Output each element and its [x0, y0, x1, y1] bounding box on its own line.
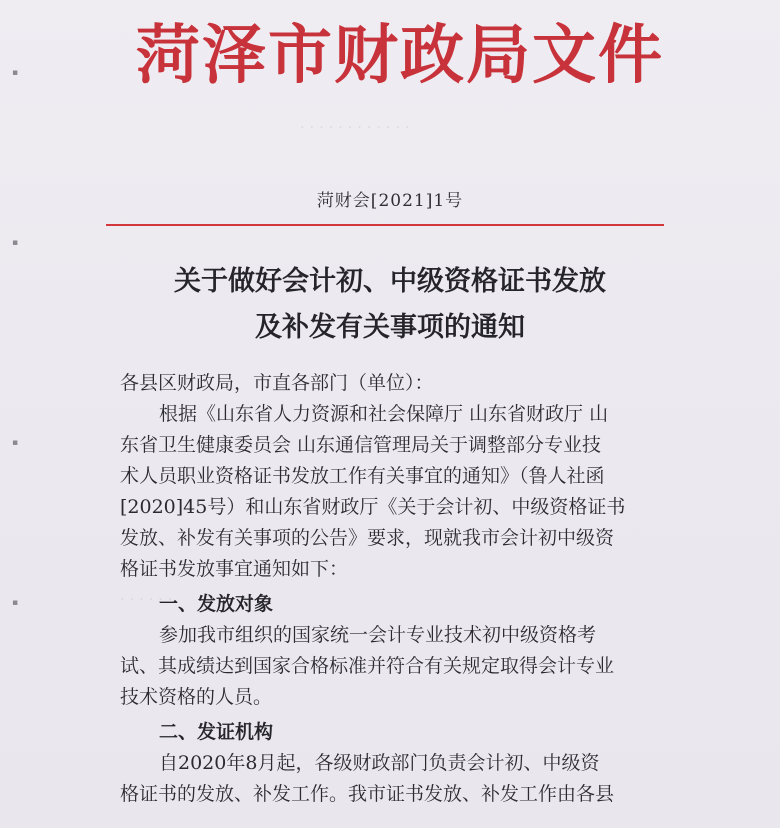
notice-title-line-2: 及补发有关事项的通知 [255, 312, 525, 343]
salutation: 各县区财政局，市直各部门（单位）： [120, 372, 434, 394]
document-masthead: 菏泽市财政局文件 [136, 18, 664, 93]
section1-line: 技术资格的人员。 [120, 686, 273, 708]
section1-line: 参加我市组织的国家统一会计专业技术初中级资格考 [159, 624, 597, 646]
bleed-through-text: · · · · · · · · · · · · [300, 118, 410, 136]
binding-hole-mark: ▪ [12, 238, 19, 248]
section2-line: 格证书的发放、补发工作。我市证书发放、补发工作由各县 [120, 783, 615, 805]
section-heading-issuing-authority: 二、发证机构 [159, 721, 274, 743]
section1-line: 试、其成绩达到国家合格标准并符合有关规定取得会计专业 [120, 655, 615, 677]
binding-hole-mark: ▪ [12, 598, 19, 608]
binding-hole-mark: ▪ [12, 68, 19, 78]
intro-line: 格证书发放事宜通知如下： [120, 558, 349, 580]
intro-line: [2020]45号）和山东省财政厅《关于会计初、中级资格证书 [120, 496, 626, 518]
intro-line: 术人员职业资格证书发放工作有关事宜的通知》（鲁人社函 [120, 465, 605, 487]
document-number: 菏财会[2021]1号 [316, 191, 464, 211]
intro-line: 发放、补发有关事项的公告》要求，现就我市会计初中级资 [120, 527, 615, 549]
intro-line: 东省卫生健康委员会 山东通信管理局关于调整部分专业技 [120, 434, 602, 456]
binding-hole-mark: ▪ [12, 438, 19, 448]
section-heading-distribution-targets: 一、发放对象 [159, 593, 274, 615]
section2-line: 自2020年8月起，各级财政部门负责会计初、中级资 [159, 752, 600, 774]
intro-line: 根据《山东省人力资源和社会保障厅 山东省财政厅 山 [159, 403, 609, 425]
notice-title-line-1: 关于做好会计初、中级资格证书发放 [174, 266, 606, 297]
bleed-through-text: · · · · · · [120, 590, 173, 608]
red-separator-line [106, 224, 664, 226]
